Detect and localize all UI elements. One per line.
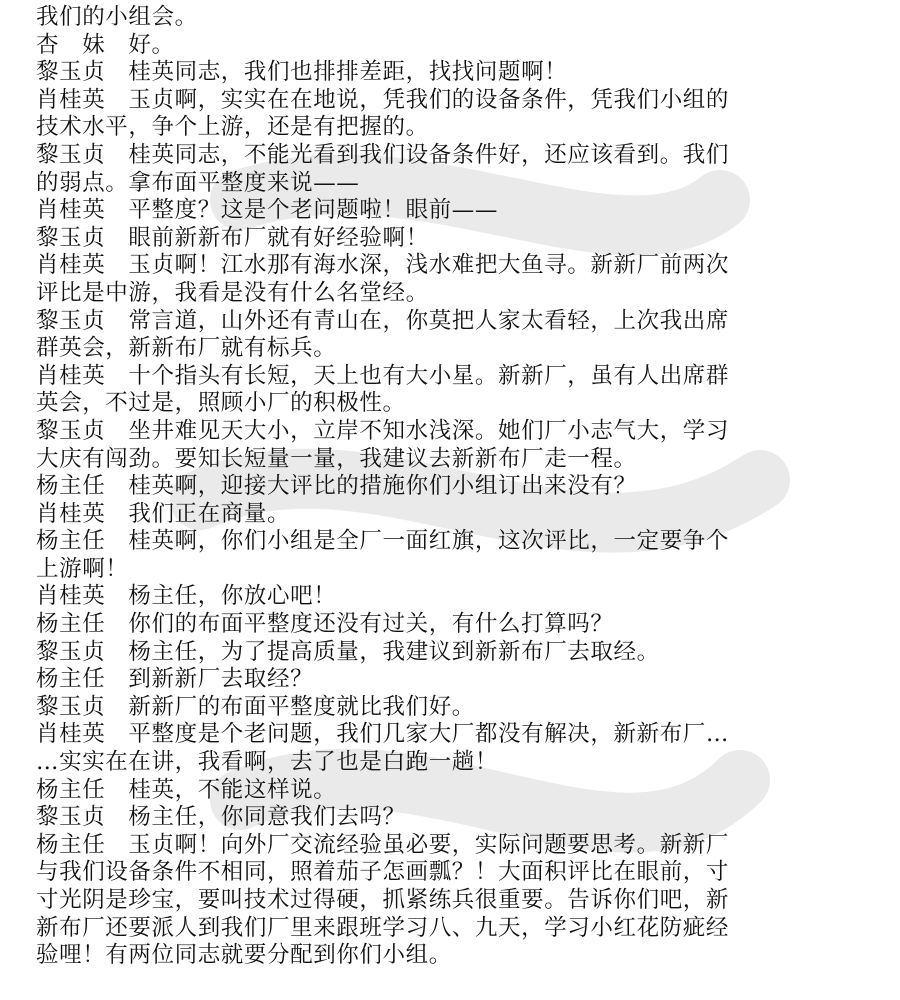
text-line: 杨主任 桂英啊，迎接大评比的措施你们小组订出来没有？ (36, 473, 637, 500)
text-line: 黎玉贞 桂英同志，不能光看到我们设备条件好，还应该看到。我们 (36, 141, 730, 168)
text-line: 黎玉贞 新新厂的布面平整度就比我们好。 (36, 693, 475, 720)
text-line: 肖桂英 十个指头有长短，天上也有大小星。新新厂，虽有人出席群 (36, 362, 730, 389)
text-line: 黎玉贞 常言道，山外还有青山在，你莫把人家太看轻，上次我出席 (36, 307, 730, 334)
text-line: 验哩！有两位同志就要分配到你们小组。 (36, 942, 452, 969)
text-line: 黎玉贞 桂英同志，我们也排排差距，找找问题啊！ (36, 59, 568, 86)
text-line: 与我们设备条件不相同，照着茄子怎画瓢？！大面积评比在眼前，寸 (36, 859, 730, 886)
text-line: 杨主任 到新新厂去取经？ (36, 666, 314, 693)
text-line: 肖桂英 我们正在商量。 (36, 500, 291, 527)
text-line: 肖桂英 玉贞啊！江水那有海水深，浅水难把大鱼寻。新新厂前两次 (36, 252, 730, 279)
text-line: 上游啊！ (36, 555, 129, 582)
text-line: 新布厂还要派人到我们厂里来跟班学习八、九天，学习小红花防疵经 (36, 914, 730, 941)
text-line: 肖桂英 玉贞啊，实实在在地说，凭我们的设备条件，凭我们小组的 (36, 86, 730, 113)
text-line: 杨主任 你们的布面平整度还没有过关，有什么打算吗？ (36, 611, 614, 638)
text-line: 肖桂英 平整度？这是个老问题啦！眼前—— (36, 197, 499, 224)
text-line: 我们的小组会。 (36, 4, 198, 30)
text-line: 寸光阴是珍宝，要叫技术过得硬，抓紧练兵很重要。告诉你们吧，新 (36, 887, 730, 913)
text-line: 的弱点。拿布面平整度来说—— (36, 169, 360, 196)
script-text-body (36, 4, 876, 970)
text-line: 评比是中游，我看是没有什么名堂经。 (36, 279, 429, 306)
text-line: 肖桂英 杨主任，你放心吧！ (36, 583, 337, 610)
text-line: 技术水平，争个上游，还是有把握的。 (36, 114, 429, 141)
text-line: 大庆有闯劲。要知长短量一量，我建议去新新布厂走一程。 (36, 445, 637, 472)
text-line: 杨主任 桂英啊，你们小组是全厂一面红旗，这次评比，一定要争个 (36, 528, 730, 555)
text-line: …实实在在讲，我看啊，去了也是白跑一趟！ (36, 749, 499, 776)
text-line: 肖桂英 平整度是个老问题，我们几家大厂都没有解决，新新布厂… (36, 721, 730, 748)
text-line: 黎玉贞 坐井难见天大小，立岸不知水浅深。她们厂小志气大，学习 (36, 417, 730, 444)
text-line: 英会，不过是，照顾小厂的积极性。 (36, 390, 406, 417)
text-line: 黎玉贞 眼前新新布厂就有好经验啊！ (36, 224, 429, 251)
text-line: 杨主任 玉贞啊！向外厂交流经验虽必要，实际问题要思考。新新厂 (36, 831, 730, 858)
text-line: 杏 妹 好。 (36, 31, 175, 58)
text-line: 黎玉贞 杨主任，为了提高质量，我建议到新新布厂去取经。 (36, 638, 660, 665)
text-line: 群英会，新新布厂就有标兵。 (36, 335, 337, 362)
text-line: 黎玉贞 杨主任，你同意我们去吗？ (36, 804, 406, 831)
text-line: 杨主任 桂英，不能这样说。 (36, 776, 337, 803)
